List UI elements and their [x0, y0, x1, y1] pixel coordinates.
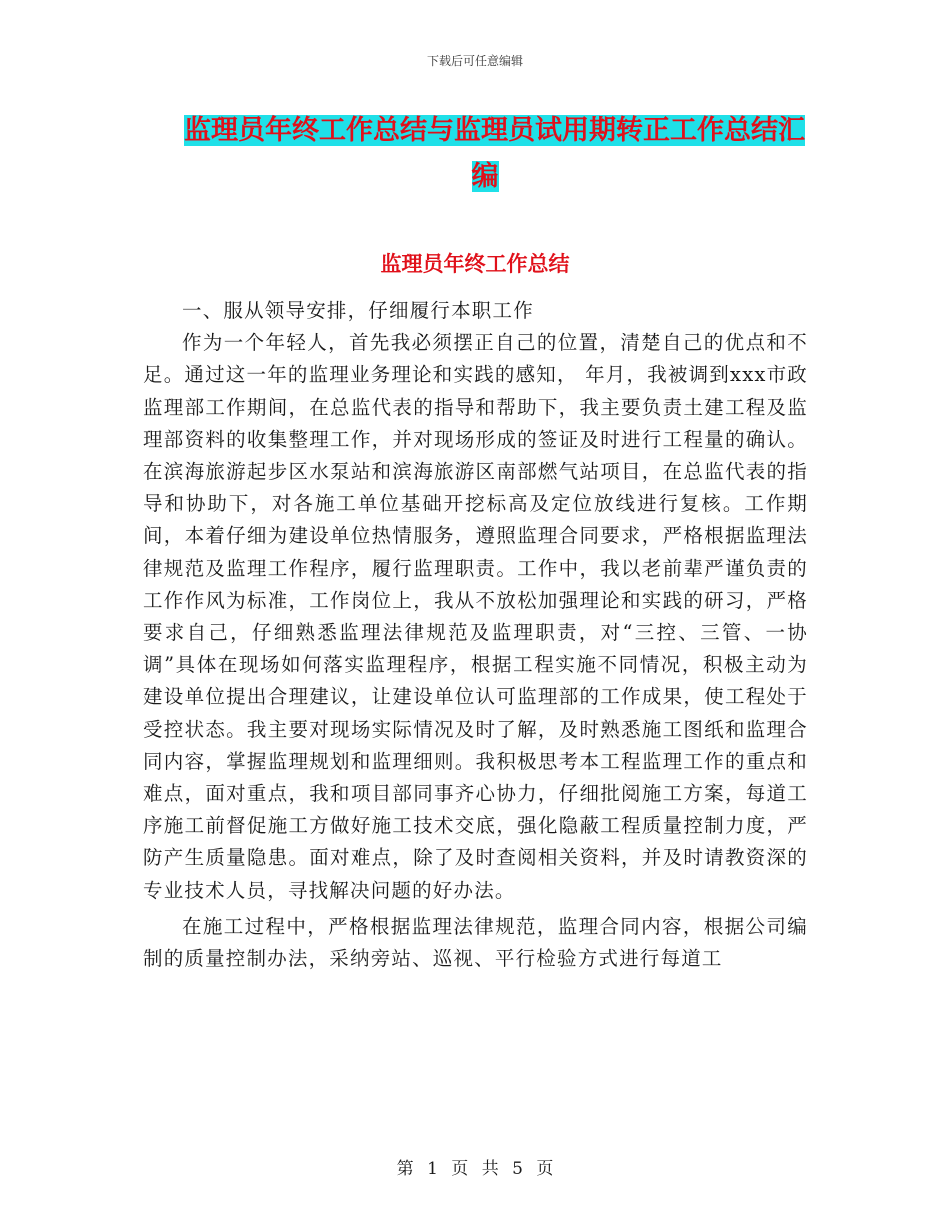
paragraph: 作为一个年轻人，首先我必须摆正自己的位置，清楚自己的优点和不足。通过这一年的监理业务理论和实践的感知， 年月，我被调到xxx市政监理部工作期间，在总监代表的指导和帮助下，我主要负责土建工程及监理部资料的收集整理工作，并对现场形成的签证及时进行工程量的确认。在滨海旅游起步区水泵站和滨海旅游区南部燃气站项目，在总监代表的指导和协助下，对各施工单位基础开挖标高及定位放线进行复核。工作期间，本着仔细为建设单位热情服务，遵照监理合同要求，严格根据监理法律规范及监理工作程序，履行监理职责。工作中，我以老前辈严谨负责的工作作风为标准，工作岗位上，我从不放松加强理论和实践的研习，严格要求自己，仔细熟悉监理法律规范及监理职责，对“三控、三管、一协调”具体在现场如何落实监理程序，根据工程实施不同情况，积极主动为建设单位提出合理建议，让建设单位认可监理部的工作成果，使工程处于受控状态。我主要对现场实际情况及时了解，及时熟悉施工图纸和监理合同内容，掌握监理规划和监理细则。我积极思考本工程监理工作的重点和难点，面对重点，我和项目部同事齐心协力，仔细批阅施工方案，每道工序施工前督促施工方做好施工技术交底，强化隐蔽工程质量控制力度，严防产生质量隐患。面对难点，除了及时查阅相关资料，并及时请教资深的专业技术人员，寻找解决问题的好办法。	[143, 331, 808, 902]
document-title	[145, 108, 805, 200]
section-title: 监理员年终工作总结	[380, 252, 570, 276]
page-number-footer: 第 1 页 共 5 页	[396, 1159, 554, 1179]
header-note: 下载后可任意编辑	[426, 54, 523, 68]
title-line-2: 编	[471, 161, 499, 192]
paragraph-heading: 一、服从领导安排，仔细履行本职工作	[182, 299, 534, 322]
paragraph: 在施工过程中，严格根据监理法律规范，监理合同内容，根据公司编制的质量控制办法，采纳旁站、巡视、平行检验方式进行每道工	[143, 914, 808, 971]
body-text	[143, 295, 808, 975]
title-line-1: 监理员年终工作总结与监理员试用期转正工作总结汇	[184, 115, 805, 146]
